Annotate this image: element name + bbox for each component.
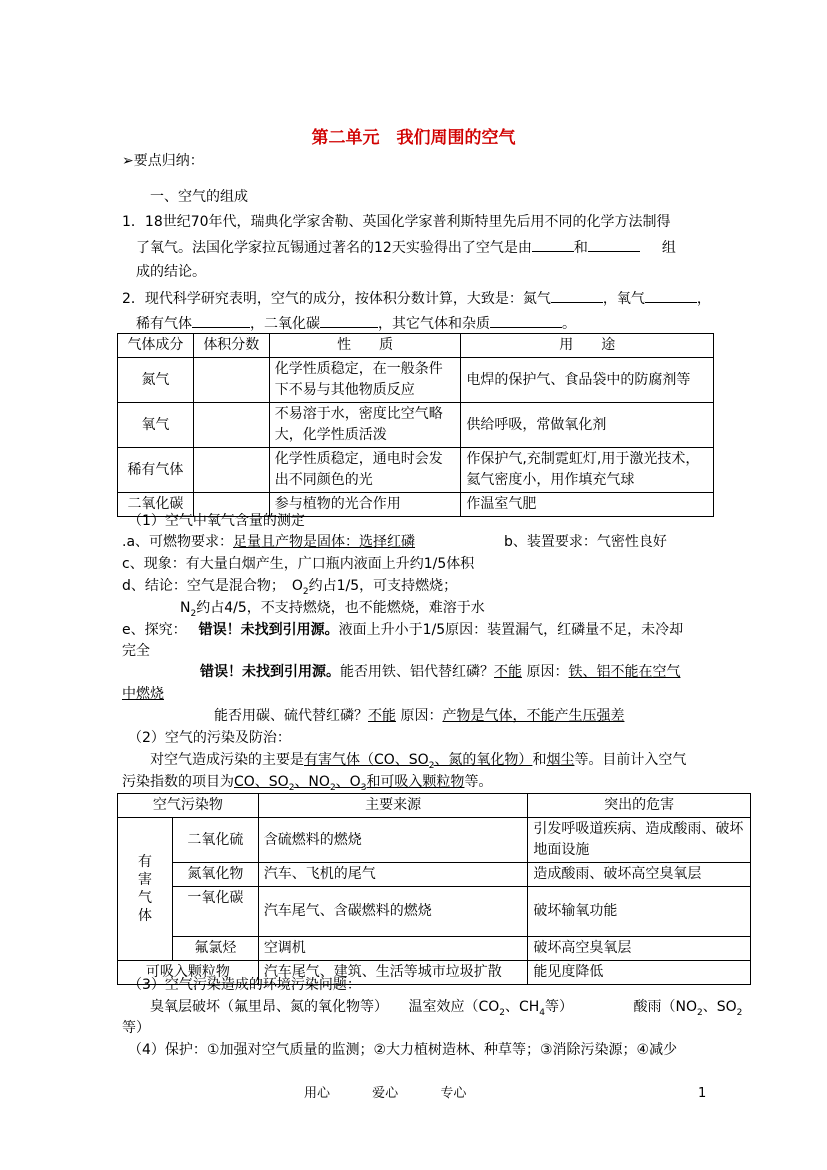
air-pollutant-table [117, 793, 751, 985]
table-row [118, 448, 714, 493]
footer-item: 用心 [304, 1086, 331, 1101]
pollution-heading: （2）空气的污染及防治： [128, 730, 291, 746]
harm-cell: 引发呼吸道疾病、造成酸雨、破坏地面设施 [528, 818, 751, 863]
reference-error: 错误！未找到引用源。 [198, 622, 339, 638]
protection-line: （4）保护：①加强对空气质量的监测；②大力植树造林、种草等；③消除污染源；④减少 [128, 1042, 678, 1058]
gas-cell: 稀有气体 [118, 448, 194, 493]
property-cell: 化学性质稳定，在一般条件下不易与其他物质反应 [269, 358, 461, 403]
fill-blank[interactable] [645, 288, 697, 303]
table-row [118, 358, 714, 403]
fill-blank[interactable] [532, 237, 574, 252]
pollutant-cell: 氮氧化物 [172, 863, 258, 887]
oxygen-test-d1: d、结论：空气是混合物； $O_2$约占1/5，可支持燃烧； [122, 578, 458, 597]
header-cell: 性 质 [269, 334, 461, 358]
source-cell: 汽车、飞机的尾气 [258, 863, 528, 887]
table-row [118, 887, 751, 937]
gas-cell: 二氧化碳 [118, 493, 194, 517]
header-cell: 突出的危害 [528, 794, 751, 818]
oxygen-test-e2-cont: 中燃烧 [122, 686, 164, 702]
table-header-row [118, 794, 751, 818]
source-cell: 汽车尾气、建筑、生活等城市垃圾扩散 [258, 961, 528, 985]
fill-blank[interactable] [490, 313, 562, 328]
use-cell: 供给呼吸，常做氧化剂 [461, 403, 714, 448]
property-cell: 化学性质稳定，通电时会发出不同颜色的光 [269, 448, 461, 493]
header-cell: 气体成分 [118, 334, 194, 358]
fraction-cell[interactable] [193, 403, 269, 448]
oxygen-test-e: e、探究： 错误！未找到引用源。液面上升小于1/5原因：装置漏气，红磷量不足，未冷却 [122, 622, 684, 638]
pollutant-cell: 氟氯烃 [172, 937, 258, 961]
oxygen-test-d2: $N_2$约占4/5，不支持燃烧，也不能燃烧，难溶于水 [180, 600, 485, 619]
footer-item: 专心 [440, 1086, 467, 1101]
paragraph-2-line-1: 2．现代科学研究表明，空气的成分，按体积分数计算，大致是：氮气 ，氧气 ， [122, 288, 711, 309]
source-cell: 空调机 [258, 937, 528, 961]
environment-line: 臭氧层破坏（氟里昂、氮的氧化物等） 温室效应（$CO_2$、$CH_4$等） 酸雨（$NO_2$、$SO_2$ [150, 999, 743, 1018]
harm-cell: 造成酸雨、破坏高空臭氧层 [528, 863, 751, 887]
header-cell: 主要来源 [258, 794, 528, 818]
pollutant-cell: 可吸入颗粒物 [118, 961, 259, 985]
oxygen-test-a: .a、可燃物要求：足量且产物是固体：选择红磷 [122, 534, 416, 550]
harm-cell: 破坏输氧功能 [528, 887, 751, 937]
source-cell: 汽车尾气、含碳燃料的燃烧 [258, 887, 528, 937]
header-cell: 体积分数 [193, 334, 269, 358]
pollutant-cell: 二氧化硫 [172, 818, 258, 863]
source-cell: 含硫燃料的燃烧 [258, 818, 528, 863]
fill-blank[interactable] [192, 313, 250, 328]
pollutant-cell: 一氧化碳 [172, 887, 258, 937]
oxygen-test-e3: 能否用碳、硫代替红磷？不能 原因：产物是气体，不能产生压强差 [214, 708, 625, 724]
arrow-bullet-icon: ➢ [122, 153, 134, 169]
pollution-line-1: 对空气造成污染的主要是有害气体（CO、$SO_2$、氮的氧化物）和烟尘等。目前计入空气 [150, 752, 687, 771]
harm-cell: 破坏高空臭氧层 [528, 937, 751, 961]
oxygen-test-heading: （1）空气中氧气含量的测定 [128, 513, 305, 529]
table-row [118, 937, 751, 961]
footer-item: 爱心 [372, 1086, 399, 1101]
oxygen-test-e-cont: 完全 [122, 643, 150, 659]
page-title: 第二单元 我们周围的空气 [311, 128, 516, 148]
fill-blank[interactable] [320, 313, 378, 328]
paragraph-2-line-2: 稀有气体 ，二氧化碳 ，其它气体和杂质 。 [136, 313, 576, 334]
gas-cell: 氧气 [118, 403, 194, 448]
fill-blank[interactable] [551, 288, 603, 303]
oxygen-test-b: b、装置要求：气密性良好 [504, 534, 667, 550]
use-cell: 作保护气,充制霓虹灯,用于激光技术，氦气密度小，用作填充气球 [461, 448, 714, 493]
paragraph-1-line-1: 1．18世纪70年代，瑞典化学家舍勒、英国化学家普利斯特里先后用不同的化学方法制得 [122, 214, 671, 230]
fill-blank[interactable] [588, 237, 640, 252]
harm-cell: 能见度降低 [528, 961, 751, 985]
use-cell: 电焊的保护气、食品袋中的防腐剂等 [461, 358, 714, 403]
summary-heading: ➢要点归纳： [122, 153, 204, 169]
header-cell: 空气污染物 [118, 794, 259, 818]
table-row [118, 403, 714, 448]
environment-line-cont: 等） [122, 1020, 150, 1036]
property-cell: 参与植物的光合作用 [269, 493, 461, 517]
environment-heading: （3）空气污染造成的环境污染问题： [128, 977, 361, 993]
reference-error: 错误！未找到引用源。 [200, 664, 340, 680]
table-header-row [118, 334, 714, 358]
footer [304, 1084, 466, 1104]
paragraph-1-line-3: 成的结论。 [136, 264, 206, 280]
oxygen-test-c: c、现象：有大量白烟产生，广口瓶内液面上升约1/5体积 [122, 556, 475, 572]
fraction-cell[interactable] [193, 448, 269, 493]
pollution-line-2: 污染指数的项目为CO、$SO_2$、$NO_2$、$O_3$和可吸入颗粒物等。 [122, 774, 493, 793]
section-heading: 一、空气的组成 [150, 189, 248, 205]
group-label-cell [118, 818, 173, 961]
fraction-cell[interactable] [193, 358, 269, 403]
property-cell: 不易溶于水，密度比空气略大，化学性质活泼 [269, 403, 461, 448]
group-label: 有害气体 [137, 854, 152, 924]
paragraph-1-line-2: 了氧气。法国化学家拉瓦锡通过著名的12天实验得出了空气是由 和 组 [136, 237, 676, 258]
gas-cell: 氮气 [118, 358, 194, 403]
table-row [118, 863, 751, 887]
header-cell: 用 途 [461, 334, 714, 358]
use-cell: 作温室气肥 [461, 493, 714, 517]
oxygen-test-e2: 错误！未找到引用源。能否用铁、铝代替红磷？不能 原因：铁、铝不能在空气 [200, 664, 681, 680]
table-row [118, 818, 751, 863]
air-composition-table [117, 333, 714, 517]
page-number: 1 [698, 1086, 707, 1101]
